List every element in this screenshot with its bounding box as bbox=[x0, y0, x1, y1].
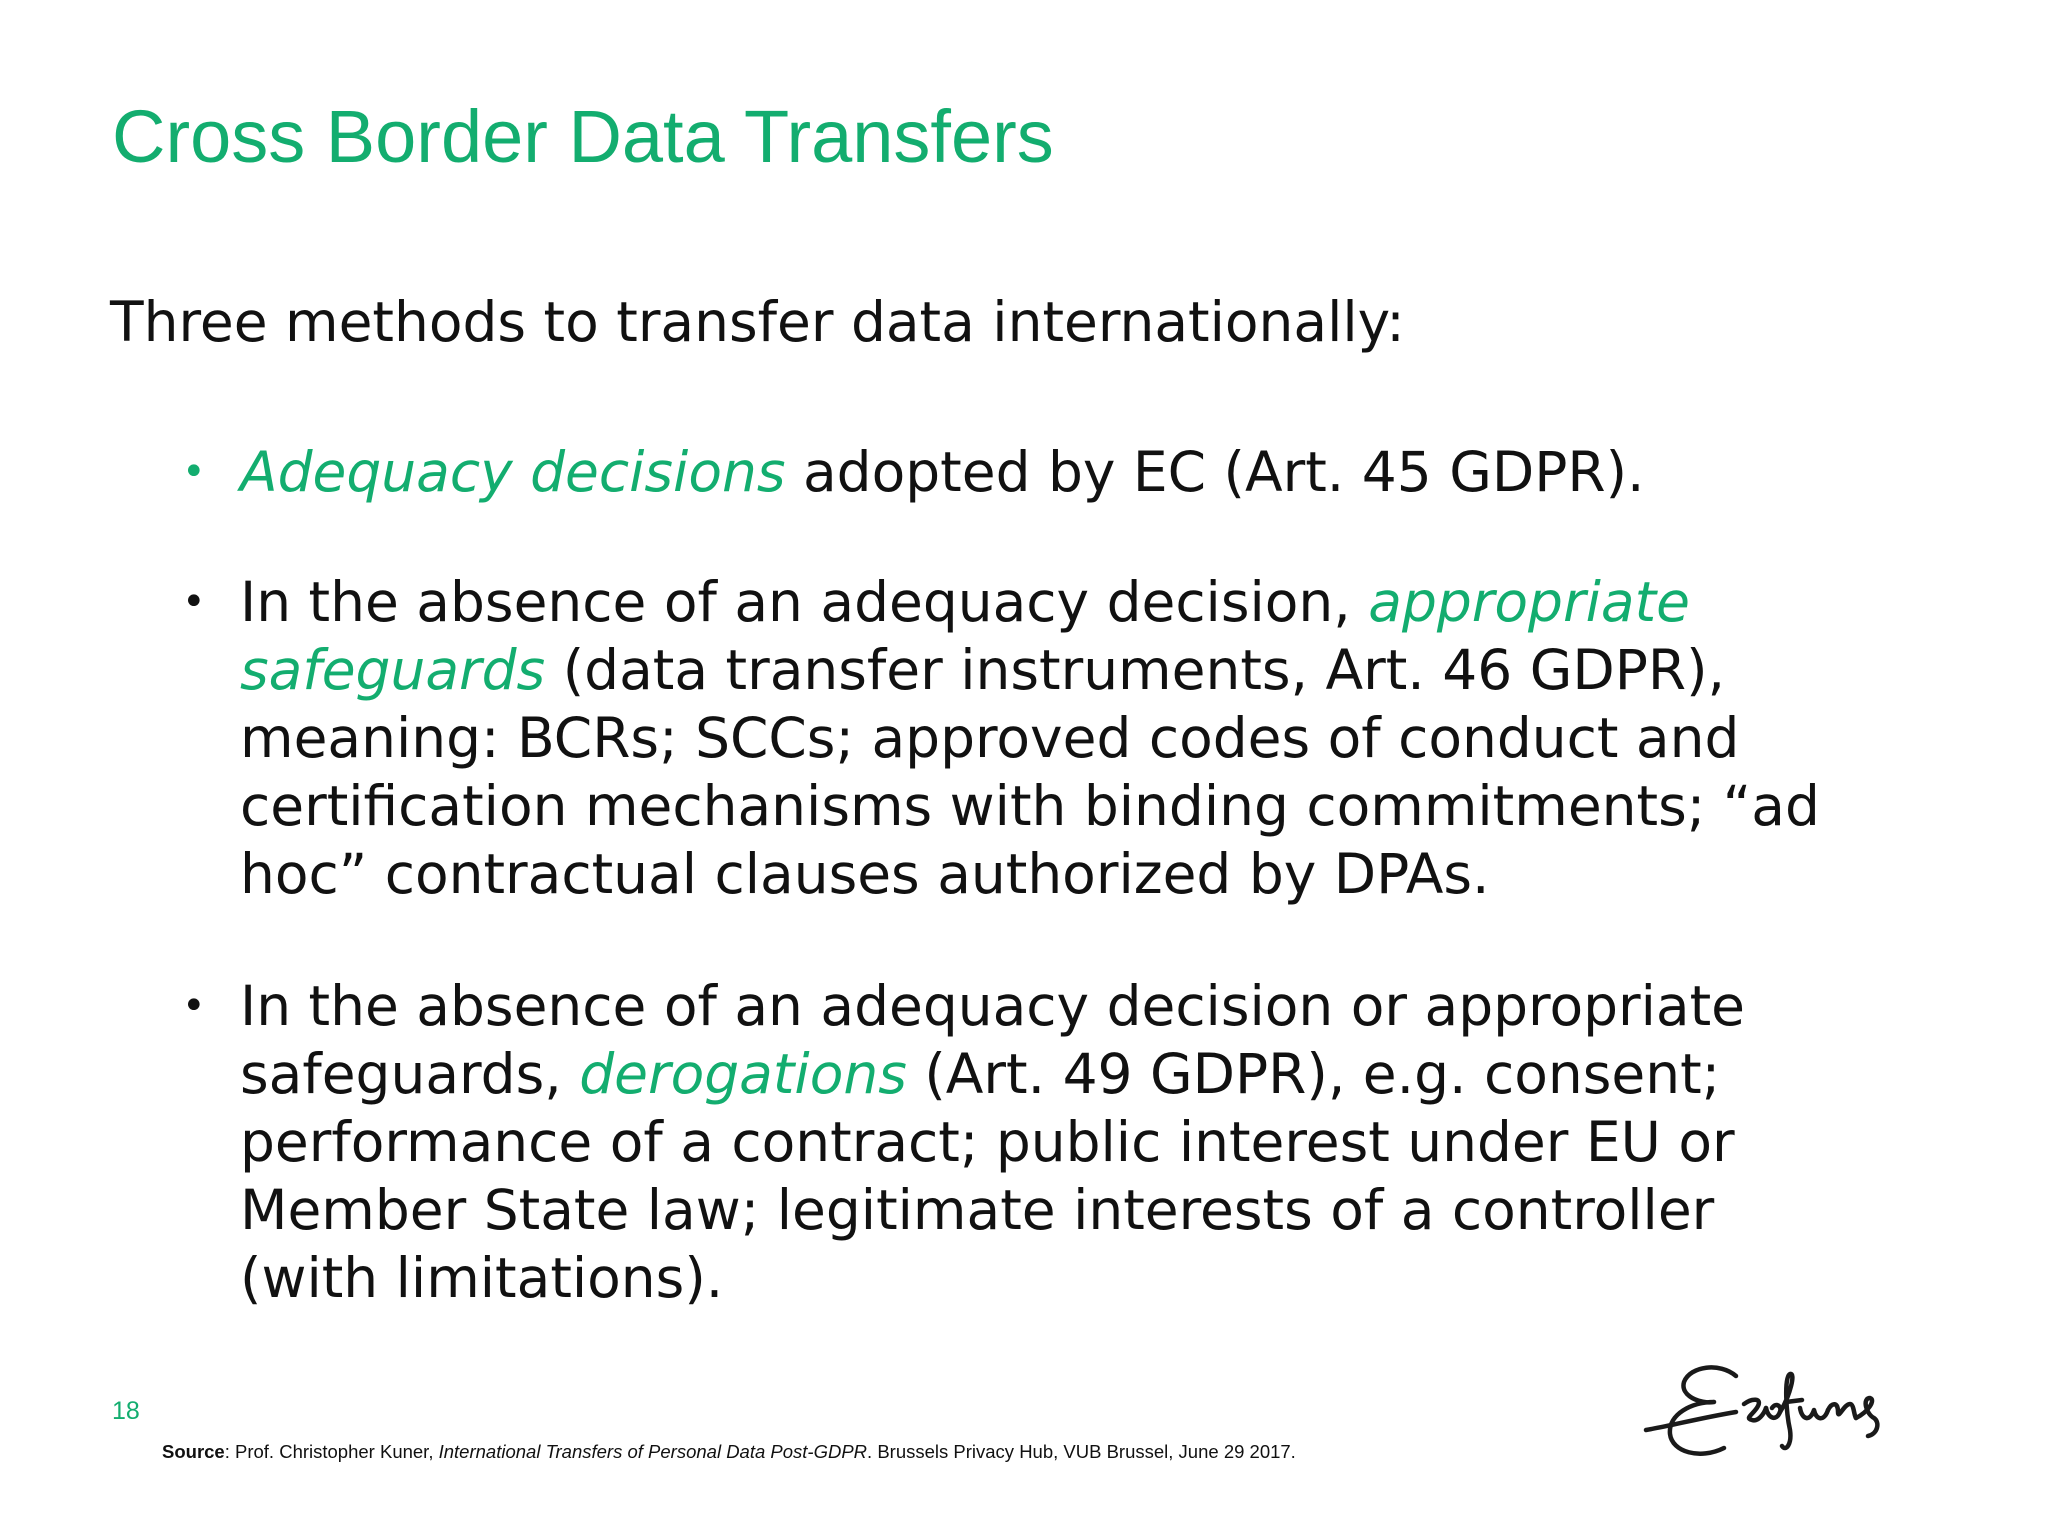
bullet-line: performance of a contract; public interest under EU or bbox=[240, 1110, 1735, 1174]
page-number: 18 bbox=[112, 1397, 140, 1425]
source-details: . Brussels Privacy Hub, VUB Brussel, June 29 2017. bbox=[867, 1441, 1296, 1462]
source-label: Source bbox=[162, 1441, 225, 1462]
bullet-text: (data transfer instruments, Art. 46 GDPR), bbox=[545, 638, 1726, 702]
emphasis-adequacy-decisions: Adequacy decisions bbox=[240, 440, 786, 504]
bullet-dot-icon: • bbox=[182, 983, 206, 1029]
bullet-dot-icon: • bbox=[182, 579, 206, 625]
bullet-line: (with limitations). bbox=[240, 1246, 724, 1310]
bullet-line: In the absence of an adequacy decision or appropriate bbox=[240, 974, 1746, 1038]
emphasis-derogations: derogations bbox=[579, 1042, 907, 1106]
bullet-line bbox=[240, 1040, 1902, 1108]
bullet-list bbox=[182, 438, 1902, 1312]
bullet-line bbox=[240, 568, 1902, 636]
bullet-text: adopted by EC (Art. 45 GDPR). bbox=[785, 440, 1645, 504]
bullet-item-adequacy bbox=[182, 438, 1902, 506]
intro-text: Three methods to transfer data internationally: bbox=[110, 290, 1405, 354]
slide-title: Cross Border Data Transfers bbox=[112, 95, 1054, 178]
emphasis-safeguards: safeguards bbox=[240, 638, 546, 702]
source-colon: : bbox=[224, 1441, 235, 1462]
bullet-text: safeguards, bbox=[240, 1042, 580, 1106]
source-work-title: International Transfers of Personal Data Post-GDPR bbox=[438, 1441, 868, 1462]
bullet-text: (Art. 49 GDPR), e.g. consent; bbox=[906, 1042, 1721, 1106]
source-citation bbox=[162, 1440, 1296, 1464]
bullet-text: In the absence of an adequacy decision, bbox=[240, 570, 1369, 634]
bullet-item-derogations bbox=[182, 972, 1902, 1312]
bullet-dot-icon: • bbox=[182, 449, 206, 495]
bullet-line: certification mechanisms with binding commitments; “ad bbox=[240, 774, 1820, 838]
erasmus-logo bbox=[1640, 1352, 1940, 1472]
bullet-line bbox=[240, 636, 1902, 704]
bullet-item-safeguards bbox=[182, 568, 1902, 908]
bullet-line: hoc” contractual clauses authorized by DPAs. bbox=[240, 842, 1490, 906]
bullet-line: Member State law; legitimate interests of a controller bbox=[240, 1178, 1715, 1242]
bullet-line: meaning: BCRs; SCCs; approved codes of conduct and bbox=[240, 706, 1740, 770]
bullet-line bbox=[240, 438, 1902, 506]
source-author: Prof. Christopher Kuner, bbox=[235, 1441, 439, 1462]
emphasis-appropriate: appropriate bbox=[1368, 570, 1690, 634]
